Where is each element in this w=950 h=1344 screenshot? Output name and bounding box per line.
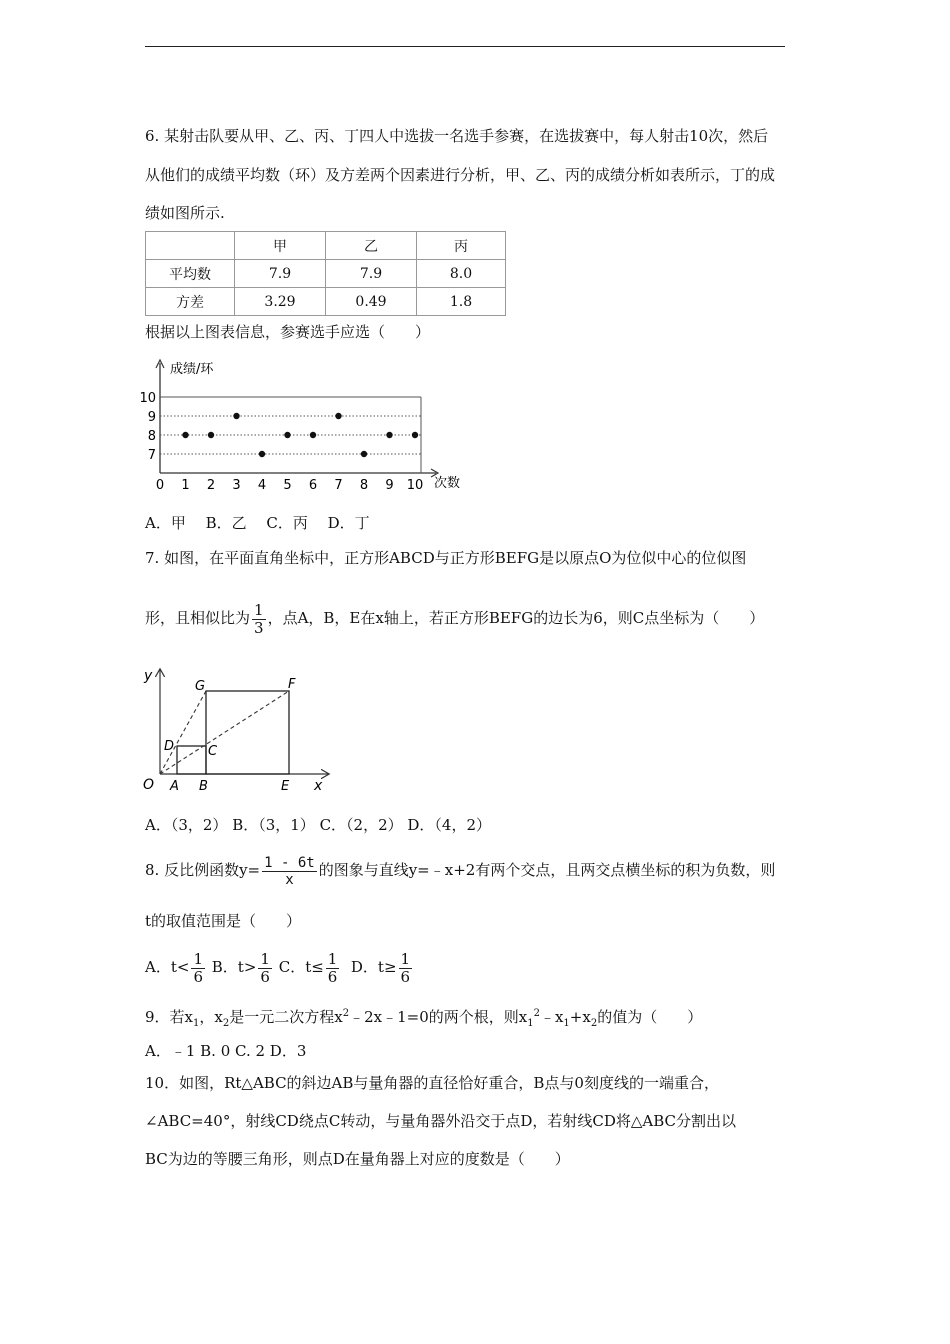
q9-text-part: 是一元二次方程x <box>229 1008 343 1026</box>
fraction-denominator: 6 <box>260 967 270 986</box>
q10-text-line-3: BC为边的等腰三角形，则点D在量角器上对应的度数是（ ） <box>145 1150 570 1168</box>
q8-text-post: 的图象与直线y=﹣x+2有两个交点，且两交点横坐标的积为负数，则 <box>318 861 776 879</box>
q8-text-line-1 <box>145 848 775 892</box>
label-b: B <box>199 779 208 794</box>
superscript: 2 <box>342 1008 350 1019</box>
table-cell: 7.9 <box>326 260 417 288</box>
chart-x-tick-label: 8 <box>359 478 369 493</box>
chart-data-point <box>361 451 367 457</box>
chart-x-tick-label: 6 <box>308 478 318 493</box>
chart-ticks <box>139 391 423 493</box>
fraction-numerator: 1 <box>193 949 203 968</box>
chart-y-tick-label: 10 <box>139 391 156 406</box>
line-of <box>160 691 289 774</box>
chart-x-tick-label: 9 <box>385 478 394 493</box>
label-d: D <box>164 739 175 754</box>
q9-text-part: ﹣2x﹣1=0的两个根，则x <box>349 1008 528 1026</box>
label-x: x <box>314 778 323 794</box>
chart-data-point <box>208 432 214 438</box>
chart-x-tick-label: 5 <box>283 478 292 493</box>
fraction-denominator: 6 <box>193 967 203 986</box>
fraction-numerator: 1 <box>254 600 264 619</box>
option-fraction <box>399 949 413 986</box>
q7-text-line-1: 7. 如图，在平面直角坐标中，正方形ABCD与正方形BEFG是以原点O为位似中心的位似图 <box>145 549 747 567</box>
chart-data-point <box>182 432 188 438</box>
square-abcd <box>177 746 206 774</box>
q6-scatter-chart <box>140 355 470 495</box>
q9-text <box>145 1004 702 1034</box>
q7-text-post: ，点A，B，E在x轴上，若正方形BEFG的边长为6，则C点坐标为（ ） <box>267 609 765 627</box>
q8-text-line-2: t的取值范围是（ ） <box>145 912 302 930</box>
chart-x-axis-label: 次数 <box>434 476 461 491</box>
q6-options: A．甲 B．乙 C．丙 D．丁 <box>145 514 370 532</box>
table-row <box>146 288 506 316</box>
table-row-label: 平均数 <box>146 260 235 288</box>
q9-text-part: +x <box>569 1008 591 1026</box>
chart-x-tick-label: 2 <box>206 478 216 493</box>
label-y: y <box>144 668 153 684</box>
q6-prompt: 根据以上图表信息，参赛选手应选（ ） <box>145 323 431 341</box>
chart-x-tick-label: 3 <box>232 478 241 493</box>
q6-text-line-1: 6. 某射击队要从甲、乙、丙、丁四人中选拔一名选手参赛，在选拔赛中，每人射击10次，然后 <box>145 127 769 145</box>
table-cell: 7.9 <box>235 260 326 288</box>
q8-options <box>145 945 414 989</box>
label-f: F <box>288 677 296 692</box>
q9-text-part: 的值为（ ） <box>597 1008 703 1026</box>
header-rule <box>145 46 785 47</box>
chart-data-point <box>386 432 392 438</box>
fraction-denominator: 6 <box>327 967 338 986</box>
q7-text-line-2 <box>145 596 764 640</box>
label-a: A <box>170 779 179 794</box>
option-fraction <box>326 949 340 986</box>
fraction-denominator: x <box>285 871 294 888</box>
q7-options: A．（3，2） B．（3，1） C．（2，2） D．（4，2） <box>145 816 492 834</box>
table-cell <box>146 232 235 260</box>
chart-grid <box>156 360 438 477</box>
ratio-fraction <box>252 600 266 637</box>
subscript: 2 <box>590 1018 598 1029</box>
chart-data-point <box>335 413 341 419</box>
table-header-cell: 甲 <box>235 232 326 260</box>
fraction-numerator: 1 <box>400 949 411 968</box>
chart-data-point <box>310 432 316 438</box>
table-cell: 8.0 <box>417 260 506 288</box>
subscript: 2 <box>222 1018 230 1029</box>
table-row <box>146 232 506 260</box>
fraction-numerator: 1 <box>260 949 270 968</box>
q8-function-fraction <box>262 856 317 887</box>
fraction-numerator: 1 - 6t <box>264 854 315 871</box>
q8-text-pre: 8. 反比例函数y= <box>145 861 261 879</box>
q7-geometry-figure <box>140 668 330 798</box>
label-e: E <box>281 779 290 794</box>
chart-data-point <box>233 413 239 419</box>
table-row-label: 方差 <box>146 288 235 316</box>
fraction-denominator: 3 <box>254 618 264 637</box>
q6-text-line-3: 绩如图所示. <box>145 204 225 222</box>
table-header-cell: 乙 <box>326 232 417 260</box>
superscript: 2 <box>533 1008 540 1019</box>
option-fraction <box>258 949 272 986</box>
q8-option-c: C．t≤ <box>278 958 324 976</box>
table-cell: 1.8 <box>417 288 506 316</box>
fraction-denominator: 6 <box>400 967 411 986</box>
chart-x-tick-label: 10 <box>406 478 424 493</box>
q9-text-part: 9．若x <box>145 1008 194 1026</box>
q8-option-a: A．t< <box>145 958 190 976</box>
line-og <box>160 691 206 774</box>
q10-text-line-2: ∠ABC=40°，射线CD绕点C转动，与量角器外沿交于点D，若射线CD将△ABC分割出以 <box>145 1112 736 1130</box>
subscript: 1 <box>563 1018 570 1029</box>
label-o: O <box>143 777 155 793</box>
chart-x-tick-label: 1 <box>181 478 190 493</box>
chart-y-axis-label: 成绩/环 <box>170 362 214 377</box>
q9-text-part: ﹣x <box>539 1008 564 1026</box>
table-row <box>146 260 506 288</box>
q7-text-pre: 形，且相似比为 <box>145 609 251 627</box>
chart-y-tick-label: 7 <box>147 448 156 463</box>
q6-stats-table <box>145 231 506 316</box>
q9-text-part: ，x <box>199 1008 223 1026</box>
table-cell: 0.49 <box>326 288 417 316</box>
table-cell: 3.29 <box>235 288 326 316</box>
label-g: G <box>195 679 206 694</box>
fraction-numerator: 1 <box>327 949 338 968</box>
chart-x-tick-label: 0 <box>155 478 165 493</box>
q8-option-d: D．t≥ <box>350 958 397 976</box>
chart-y-tick-label: 8 <box>147 429 156 444</box>
q9-options: A．﹣1 B. 0 C. 2 D．3 <box>145 1042 307 1060</box>
chart-data-point <box>284 432 290 438</box>
q6-text-line-2: 从他们的成绩平均数（环）及方差两个因素进行分析，甲、乙、丙的成绩分析如表所示，丁的成 <box>145 166 776 184</box>
chart-x-tick-label: 7 <box>334 478 343 493</box>
label-c: C <box>208 744 218 759</box>
subscript: 1 <box>527 1018 534 1029</box>
chart-y-tick-label: 9 <box>147 410 156 425</box>
q8-option-b: B．t> <box>211 958 257 976</box>
chart-x-tick-label: 4 <box>257 478 267 493</box>
chart-data-point <box>259 451 265 457</box>
q10-text-line-1: 10．如图，Rt△ABC的斜边AB与量角器的直径恰好重合，B点与0刻度线的一端重合， <box>145 1074 719 1092</box>
chart-data-point <box>412 432 418 438</box>
table-header-cell: 丙 <box>417 232 506 260</box>
subscript: 1 <box>193 1018 200 1029</box>
square-befg <box>206 691 289 774</box>
option-fraction <box>191 949 205 986</box>
